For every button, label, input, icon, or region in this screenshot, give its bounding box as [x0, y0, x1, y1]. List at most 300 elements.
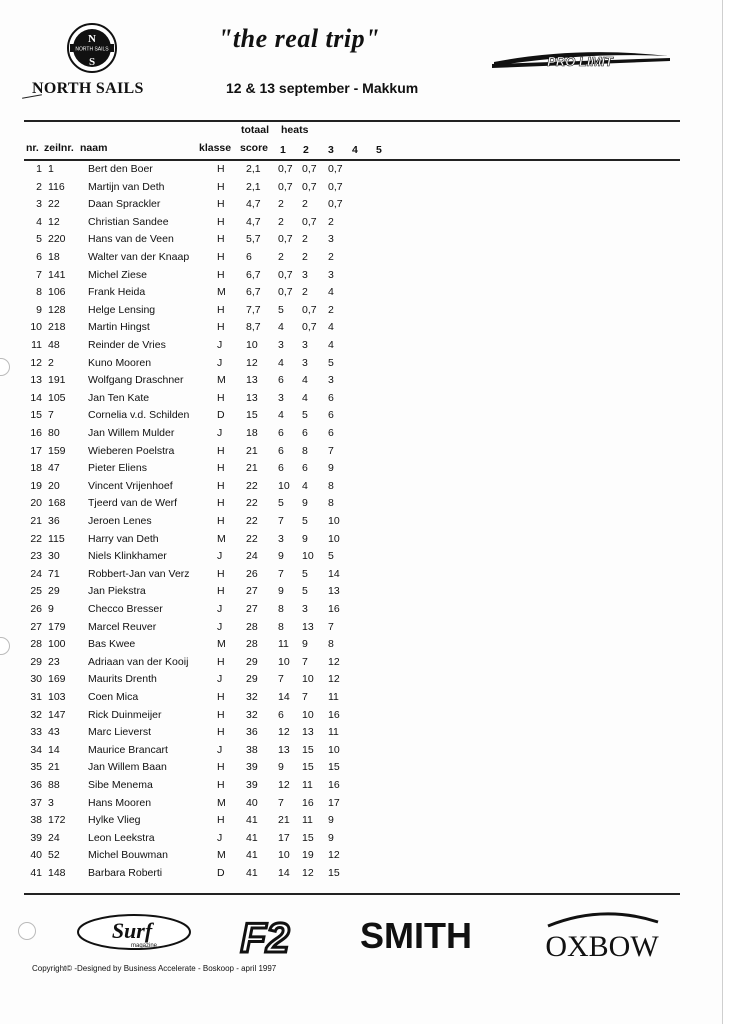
- rank-cell: 12: [30, 356, 42, 369]
- table-row: [0, 409, 722, 426]
- heat-1-cell: 14: [278, 691, 290, 703]
- sailor-name-cell: Adriaan van der Kooij: [88, 655, 189, 668]
- logo-ring-text: NORTH SAILS: [75, 46, 109, 53]
- heat-3-cell: 2: [328, 251, 334, 263]
- table-row: [0, 709, 722, 726]
- sailor-name-cell: Martijn van Deth: [88, 180, 165, 193]
- heat-3-cell: 2: [328, 303, 334, 316]
- total-score-cell: 21: [246, 462, 258, 475]
- heat-2-cell: 9: [302, 532, 308, 545]
- rank-cell: 41: [30, 867, 42, 879]
- table-row: [0, 269, 722, 286]
- sail-number-cell: 7: [48, 409, 54, 422]
- punch-hole: [18, 922, 36, 940]
- sail-number-cell: 159: [48, 444, 66, 457]
- rank-cell: 17: [30, 444, 42, 457]
- total-score-cell: 13: [246, 391, 258, 404]
- class-cell: D: [217, 867, 225, 879]
- heat-1-cell: 6: [278, 444, 284, 457]
- total-score-cell: 4,7: [246, 198, 261, 211]
- heat-1-cell: 5: [278, 497, 284, 510]
- sail-number-cell: 21: [48, 761, 60, 774]
- heat-1-cell: 0,7: [278, 163, 293, 175]
- f2-logo: [232, 908, 298, 960]
- heat-1-cell: 8: [278, 603, 284, 615]
- heat-2-cell: 5: [302, 567, 308, 580]
- sailor-name-cell: Frank Heida: [88, 286, 146, 299]
- heat-2-cell: 5: [302, 409, 308, 422]
- heat-3-cell: 8: [328, 638, 334, 651]
- col-zeilnr: zeilnr.: [44, 142, 74, 154]
- sail-number-cell: 220: [48, 233, 66, 246]
- heat-1-cell: 2: [278, 215, 284, 228]
- heat-3-cell: 12: [328, 673, 340, 686]
- heat-2-cell: 12: [302, 867, 314, 879]
- table-row: [0, 286, 722, 303]
- sailor-name-cell: Checco Bresser: [88, 603, 163, 615]
- heat-3-cell: 0,7: [328, 180, 343, 193]
- table-row: [0, 621, 722, 638]
- heat-3-cell: 16: [328, 603, 340, 615]
- heat-1-cell: 0,7: [278, 286, 293, 299]
- heat-1-cell: 17: [278, 831, 290, 844]
- heat-1-cell: 6: [278, 427, 284, 439]
- heat-3-cell: 13: [328, 585, 340, 598]
- svg-text:F2: F2: [240, 914, 290, 960]
- sailor-name-cell: Bert den Boer: [88, 163, 153, 175]
- heat-2-cell: 16: [302, 796, 314, 809]
- heat-3-cell: 2: [328, 215, 334, 228]
- class-cell: H: [217, 479, 225, 492]
- heat-3-cell: 16: [328, 779, 340, 791]
- heat-1-cell: 2: [278, 198, 284, 211]
- sailor-name-cell: Michel Ziese: [88, 268, 147, 281]
- heat-3-cell: 10: [328, 532, 340, 545]
- sailor-name-cell: Christian Sandee: [88, 215, 169, 228]
- sailor-name-cell: Wieberen Poelstra: [88, 444, 175, 457]
- table-row: [0, 585, 722, 602]
- class-cell: H: [217, 585, 225, 598]
- heat-3-cell: 3: [328, 374, 334, 387]
- total-score-cell: 13: [246, 374, 258, 387]
- table-row: [0, 462, 722, 479]
- class-cell: J: [217, 743, 223, 756]
- heat-3-cell: 5: [328, 550, 334, 563]
- table-row: [0, 656, 722, 673]
- heat-3-cell: 4: [328, 321, 334, 334]
- total-score-cell: 4,7: [246, 215, 261, 228]
- total-score-cell: 29: [246, 673, 258, 686]
- heat-2-cell: 0,7: [302, 180, 317, 193]
- heat-1-cell: 4: [278, 356, 284, 369]
- table-row: [0, 427, 722, 444]
- sailor-name-cell: Walter van der Knaap: [88, 251, 190, 263]
- rank-cell: 32: [30, 708, 42, 721]
- rank-cell: 1: [36, 163, 42, 175]
- sail-number-cell: 80: [48, 427, 60, 439]
- total-score-cell: 32: [246, 708, 258, 721]
- heat-1-cell: 21: [278, 814, 290, 827]
- total-score-cell: 40: [246, 796, 258, 809]
- sailor-name-cell: Coen Mica: [88, 691, 139, 703]
- heat-2-cell: 3: [302, 268, 308, 281]
- rank-cell: 5: [36, 233, 42, 246]
- total-score-cell: 10: [246, 339, 258, 351]
- sailor-name-cell: Robbert-Jan van Verz: [88, 567, 190, 580]
- col-klasse: klasse: [199, 142, 232, 154]
- heat-2-cell: 10: [302, 708, 314, 721]
- rank-cell: 13: [30, 374, 42, 387]
- rank-cell: 24: [30, 567, 42, 580]
- heat-1-cell: 3: [278, 391, 284, 404]
- sail-number-cell: 30: [48, 550, 60, 563]
- class-cell: H: [217, 497, 225, 510]
- col-heat-2: 2: [303, 144, 309, 156]
- total-score-cell: 29: [246, 655, 258, 668]
- table-row: [0, 497, 722, 514]
- rank-cell: 18: [30, 462, 42, 475]
- class-cell: H: [217, 321, 225, 334]
- heat-3-cell: 17: [328, 796, 340, 809]
- class-cell: H: [217, 567, 225, 580]
- sail-number-cell: 48: [48, 339, 60, 351]
- sail-number-cell: 88: [48, 779, 60, 791]
- sailor-name-cell: Hans van de Veen: [88, 233, 174, 246]
- table-row: [0, 515, 722, 532]
- class-cell: J: [217, 673, 223, 686]
- rank-cell: 10: [30, 321, 42, 334]
- heat-2-cell: 2: [302, 233, 308, 246]
- total-score-cell: 18: [246, 427, 258, 439]
- rank-cell: 3: [36, 198, 42, 211]
- sail-number-cell: 148: [48, 867, 66, 879]
- table-row: [0, 673, 722, 690]
- sail-number-cell: 168: [48, 497, 66, 510]
- rank-cell: 27: [30, 620, 42, 633]
- surf-magazine-logo: [76, 912, 192, 952]
- table-row: [0, 480, 722, 497]
- heat-3-cell: 10: [328, 743, 340, 756]
- total-score-cell: 2,1: [246, 163, 261, 175]
- heat-2-cell: 0,7: [302, 215, 317, 228]
- col-score: score: [240, 142, 269, 154]
- sail-number-cell: 52: [48, 849, 60, 862]
- heat-2-cell: 6: [302, 462, 308, 475]
- sailor-name-cell: Maurits Drenth: [88, 673, 157, 686]
- heat-1-cell: 8: [278, 620, 284, 633]
- table-row: [0, 744, 722, 761]
- class-cell: H: [217, 251, 225, 263]
- heat-3-cell: 6: [328, 427, 334, 439]
- svg-text:SMITH: SMITH: [360, 915, 472, 954]
- heat-2-cell: 0,7: [302, 163, 317, 175]
- sailor-name-cell: Wolfgang Draschner: [88, 374, 184, 387]
- copyright-text: Copyright© -Designed by Business Accelerate - Boskoop - april 1997: [32, 964, 277, 973]
- rank-cell: 15: [30, 409, 42, 422]
- sail-number-cell: 3: [48, 796, 54, 809]
- heat-3-cell: 15: [328, 867, 340, 879]
- oxbow-logo: [538, 908, 666, 964]
- rank-cell: 19: [30, 479, 42, 492]
- rank-cell: 28: [30, 638, 42, 651]
- heat-1-cell: 2: [278, 251, 284, 263]
- class-cell: H: [217, 180, 225, 193]
- heat-3-cell: 12: [328, 849, 340, 862]
- total-score-cell: 27: [246, 585, 258, 598]
- table-row: [0, 339, 722, 356]
- heat-1-cell: 6: [278, 462, 284, 475]
- total-score-cell: 28: [246, 620, 258, 633]
- class-cell: J: [217, 603, 223, 615]
- heat-1-cell: 4: [278, 409, 284, 422]
- sailor-name-cell: Cornelia v.d. Schilden: [88, 409, 190, 422]
- heat-1-cell: 10: [278, 479, 290, 492]
- col-heat-1: 1: [280, 144, 286, 156]
- class-cell: H: [217, 268, 225, 281]
- table-row: [0, 233, 722, 250]
- heat-1-cell: 4: [278, 321, 284, 334]
- sail-number-cell: 106: [48, 286, 66, 299]
- total-score-cell: 38: [246, 743, 258, 756]
- heat-1-cell: 10: [278, 849, 290, 862]
- table-row: [0, 251, 722, 268]
- table-row: [0, 216, 722, 233]
- heat-1-cell: 7: [278, 567, 284, 580]
- class-cell: M: [217, 849, 226, 862]
- heat-2-cell: 5: [302, 585, 308, 598]
- sailor-name-cell: Hans Mooren: [88, 796, 152, 809]
- sail-number-cell: 2: [48, 356, 54, 369]
- class-cell: H: [217, 163, 225, 175]
- heat-2-cell: 13: [302, 620, 314, 633]
- sail-number-cell: 128: [48, 303, 66, 316]
- rank-cell: 20: [30, 497, 42, 510]
- sailor-name-cell: Hylke Vlieg: [88, 814, 141, 827]
- heat-3-cell: 16: [328, 708, 340, 721]
- rank-cell: 33: [30, 726, 42, 739]
- heat-3-cell: 8: [328, 479, 334, 492]
- heat-3-cell: 4: [328, 339, 334, 351]
- class-cell: M: [217, 638, 226, 651]
- table-row: [0, 779, 722, 796]
- class-cell: H: [217, 444, 225, 457]
- brand-name: NORTH SAILS: [32, 80, 144, 97]
- sailor-name-cell: Kuno Mooren: [88, 356, 152, 369]
- table-row: [0, 638, 722, 655]
- table-row: [0, 198, 722, 215]
- heat-1-cell: 3: [278, 339, 284, 351]
- table-row: [0, 761, 722, 778]
- sail-number-cell: 172: [48, 814, 66, 827]
- heat-3-cell: 7: [328, 444, 334, 457]
- sail-number-cell: 191: [48, 374, 66, 387]
- class-cell: D: [217, 409, 225, 422]
- sail-number-cell: 71: [48, 567, 60, 580]
- total-score-cell: 41: [246, 814, 258, 827]
- col-naam: naam: [80, 142, 108, 154]
- sailor-name-cell: Martin Hingst: [88, 321, 150, 334]
- heat-1-cell: 7: [278, 796, 284, 809]
- heat-2-cell: 10: [302, 673, 314, 686]
- total-score-cell: 5,7: [246, 233, 261, 246]
- table-row: [0, 304, 722, 321]
- rank-cell: 38: [30, 814, 42, 827]
- heat-3-cell: 4: [328, 286, 334, 299]
- heat-3-cell: 6: [328, 391, 334, 404]
- total-score-cell: 2,1: [246, 180, 261, 193]
- heat-2-cell: 15: [302, 761, 314, 774]
- rank-cell: 14: [30, 391, 42, 404]
- sail-number-cell: 103: [48, 691, 66, 703]
- total-score-cell: 6: [246, 251, 252, 263]
- class-cell: H: [217, 515, 225, 527]
- svg-text:N: N: [88, 33, 96, 45]
- heat-2-cell: 9: [302, 638, 308, 651]
- col-totaal: totaal: [241, 124, 270, 136]
- rank-cell: 8: [36, 286, 42, 299]
- sail-number-cell: 36: [48, 515, 60, 527]
- header-rule: [24, 120, 680, 122]
- sailor-name-cell: Jeroen Lenes: [88, 515, 152, 527]
- heat-3-cell: 0,7: [328, 163, 343, 175]
- heat-2-cell: 0,7: [302, 321, 317, 334]
- sailor-name-cell: Michel Bouwman: [88, 849, 168, 862]
- heat-1-cell: 6: [278, 374, 284, 387]
- rank-cell: 23: [30, 550, 42, 563]
- rank-cell: 25: [30, 585, 42, 598]
- heat-2-cell: 3: [302, 603, 308, 615]
- class-cell: J: [217, 620, 223, 633]
- rank-cell: 4: [36, 215, 42, 228]
- total-score-cell: 28: [246, 638, 258, 651]
- sail-number-cell: 179: [48, 620, 66, 633]
- rank-cell: 9: [36, 303, 42, 316]
- class-cell: H: [217, 708, 225, 721]
- heat-2-cell: 11: [302, 814, 313, 827]
- heat-3-cell: 3: [328, 268, 334, 281]
- sailor-name-cell: Leon Leekstra: [88, 831, 155, 844]
- heat-2-cell: 10: [302, 550, 314, 563]
- class-cell: J: [217, 427, 223, 439]
- total-score-cell: 41: [246, 849, 258, 862]
- rank-cell: 34: [30, 743, 42, 756]
- class-cell: H: [217, 655, 225, 668]
- class-cell: J: [217, 339, 223, 351]
- total-score-cell: 39: [246, 779, 258, 791]
- rank-cell: 6: [36, 251, 42, 263]
- sail-number-cell: 141: [48, 268, 66, 281]
- heat-3-cell: 14: [328, 567, 340, 580]
- heat-2-cell: 19: [302, 849, 314, 862]
- heat-1-cell: 6: [278, 708, 284, 721]
- sailor-name-cell: Marcel Reuver: [88, 620, 157, 633]
- class-cell: M: [217, 374, 226, 387]
- sail-number-cell: 47: [48, 462, 60, 475]
- class-cell: H: [217, 462, 225, 475]
- sailor-name-cell: Jan Piekstra: [88, 585, 146, 598]
- sail-number-cell: 43: [48, 726, 60, 739]
- table-row: [0, 726, 722, 743]
- sail-number-cell: 18: [48, 251, 60, 263]
- heat-2-cell: 2: [302, 286, 308, 299]
- sailor-name-cell: Daan Sprackler: [88, 198, 161, 211]
- table-row: [0, 603, 722, 620]
- heat-2-cell: 2: [302, 198, 308, 211]
- table-row: [0, 797, 722, 814]
- class-cell: H: [217, 779, 225, 791]
- sail-number-cell: 22: [48, 198, 60, 211]
- sail-number-cell: 20: [48, 479, 60, 492]
- heat-1-cell: 12: [278, 726, 290, 739]
- class-cell: H: [217, 215, 225, 228]
- total-score-cell: 22: [246, 515, 258, 527]
- heat-2-cell: 13: [302, 726, 314, 739]
- heat-1-cell: 7: [278, 673, 284, 686]
- sail-number-cell: 218: [48, 321, 66, 334]
- sailor-name-cell: Jan Willem Mulder: [88, 427, 175, 439]
- class-cell: H: [217, 691, 225, 703]
- sail-number-cell: 147: [48, 708, 66, 721]
- heat-1-cell: 0,7: [278, 180, 293, 193]
- sail-number-cell: 100: [48, 638, 66, 651]
- heat-3-cell: 0,7: [328, 198, 343, 211]
- heat-2-cell: 15: [302, 743, 314, 756]
- rank-cell: 40: [30, 849, 42, 862]
- table-row: [0, 691, 722, 708]
- sail-number-cell: 24: [48, 831, 60, 844]
- table-row: [0, 832, 722, 849]
- smith-logo: [338, 914, 502, 954]
- sail-number-cell: 105: [48, 391, 66, 404]
- table-row: [0, 321, 722, 338]
- sailor-name-cell: Jan Ten Kate: [88, 391, 150, 404]
- rank-cell: 11: [31, 339, 42, 351]
- table-row: [0, 550, 722, 567]
- event-subtitle: 12 & 13 september - Makkum: [226, 80, 419, 96]
- heat-1-cell: 9: [278, 585, 284, 598]
- sailor-name-cell: Jan Willem Baan: [88, 761, 167, 774]
- sail-number-cell: 12: [48, 215, 60, 228]
- table-row: [0, 357, 722, 374]
- sail-number-cell: 14: [48, 743, 60, 756]
- sail-number-cell: 1: [48, 163, 54, 175]
- class-cell: M: [217, 796, 226, 809]
- sail-number-cell: 116: [48, 180, 65, 193]
- sailor-name-cell: Reinder de Vries: [88, 339, 166, 351]
- svg-text:magazine: magazine: [130, 943, 158, 949]
- heat-1-cell: 9: [278, 550, 284, 563]
- class-cell: H: [217, 814, 225, 827]
- heat-1-cell: 11: [278, 638, 289, 651]
- rank-cell: 30: [30, 673, 42, 686]
- heat-1-cell: 5: [278, 303, 284, 316]
- col-heats: heats: [281, 124, 309, 136]
- rank-cell: 7: [36, 268, 42, 281]
- sailor-name-cell: Helge Lensing: [88, 303, 156, 316]
- col-heat-3: 3: [328, 144, 334, 156]
- table-row: [0, 374, 722, 391]
- class-cell: H: [217, 303, 225, 316]
- class-cell: J: [217, 831, 223, 844]
- sail-number-cell: 169: [48, 673, 66, 686]
- event-title: "the real trip": [218, 24, 381, 53]
- total-score-cell: 7,7: [246, 303, 261, 316]
- heat-3-cell: 8: [328, 497, 334, 510]
- heat-2-cell: 7: [302, 691, 308, 703]
- sailor-name-cell: Tjeerd van de Werf: [88, 497, 178, 510]
- heat-3-cell: 12: [328, 655, 340, 668]
- class-cell: H: [217, 391, 225, 404]
